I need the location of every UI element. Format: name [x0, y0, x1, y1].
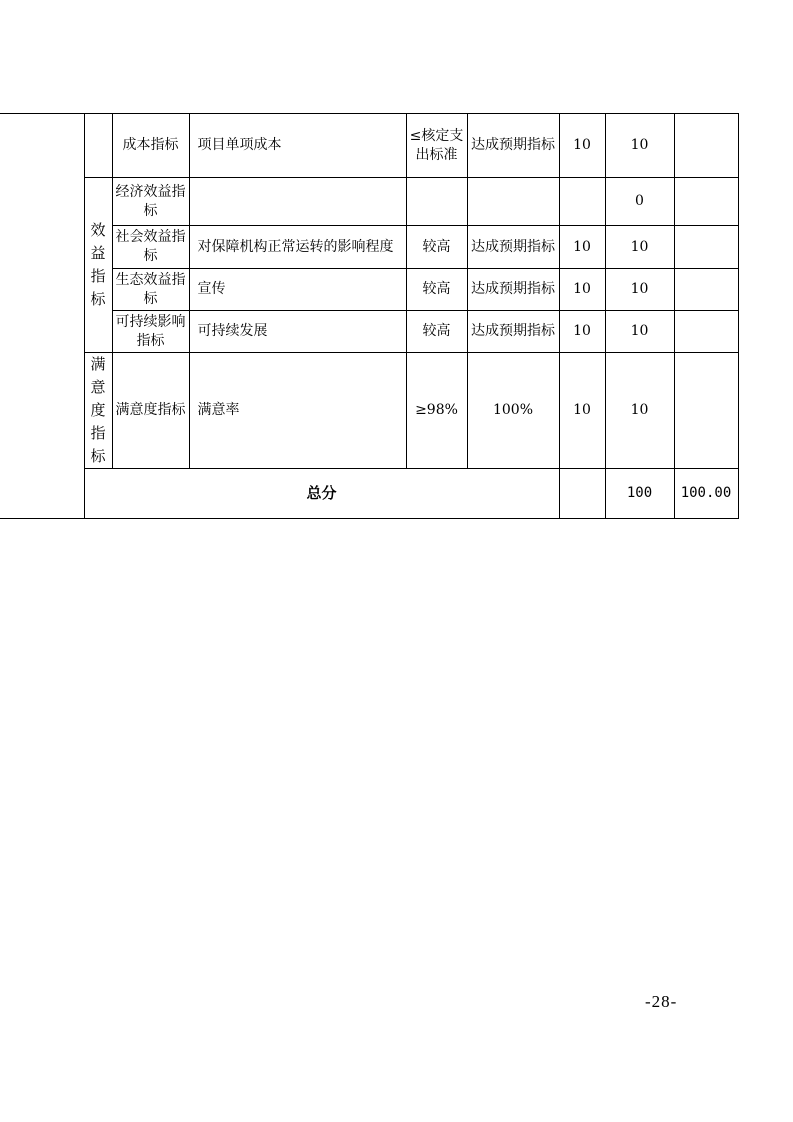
total-actual-cell	[559, 469, 605, 519]
indicator-content: 满意率	[189, 353, 406, 469]
weight-value: 10	[559, 226, 605, 269]
notes-cell	[674, 311, 738, 353]
indicator-content: 宣传	[189, 269, 406, 311]
notes-cell	[674, 114, 738, 178]
weight-value: 10	[559, 269, 605, 311]
total-row	[0, 469, 738, 519]
notes-cell	[674, 353, 738, 469]
table-row	[0, 178, 738, 226]
score-value: 10	[605, 311, 674, 353]
score-value: 10	[605, 353, 674, 469]
indicator-name: 生态效益指标	[112, 269, 189, 311]
actual-value: 达成预期指标	[467, 114, 559, 178]
indicator-name: 社会效益指标	[112, 226, 189, 269]
indicator-name: 可持续影响指标	[112, 311, 189, 353]
target-value: 较高	[406, 269, 467, 311]
table-row	[0, 114, 738, 178]
score-value: 10	[605, 226, 674, 269]
indicator-name: 成本指标	[112, 114, 189, 178]
indicator-name: 满意度指标	[112, 353, 189, 469]
weight-value	[559, 178, 605, 226]
performance-table	[0, 113, 739, 519]
total-weight: 100	[605, 469, 674, 519]
indicator-content	[189, 178, 406, 226]
actual-value: 达成预期指标	[467, 311, 559, 353]
actual-value: 达成预期指标	[467, 269, 559, 311]
notes-cell	[674, 226, 738, 269]
total-label: 总分	[84, 469, 559, 519]
indicator-content: 对保障机构正常运转的影响程度	[189, 226, 406, 269]
page-number: -28-	[645, 992, 678, 1011]
target-value: 较高	[406, 311, 467, 353]
target-value: ≥98%	[406, 353, 467, 469]
actual-value: 100%	[467, 353, 559, 469]
weight-value: 10	[559, 114, 605, 178]
notes-cell	[674, 269, 738, 311]
notes-cell	[674, 178, 738, 226]
target-value: ≤核定支出标准	[406, 114, 467, 178]
target-value	[406, 178, 467, 226]
target-value: 较高	[406, 226, 467, 269]
actual-value	[467, 178, 559, 226]
table-row	[0, 353, 738, 469]
satisfaction-group-label: 满意度指标	[84, 353, 112, 469]
total-score: 100.00	[674, 469, 738, 519]
indicator-content: 可持续发展	[189, 311, 406, 353]
score-value: 0	[605, 178, 674, 226]
indicator-content: 项目单项成本	[189, 114, 406, 178]
weight-value: 10	[559, 311, 605, 353]
indicator-name: 经济效益指标	[112, 178, 189, 226]
subcategory-cell	[84, 114, 112, 178]
benefit-group-label: 效益指标	[84, 178, 112, 353]
weight-value: 10	[559, 353, 605, 469]
score-value: 10	[605, 269, 674, 311]
score-value: 10	[605, 114, 674, 178]
category-cell	[0, 114, 84, 519]
actual-value: 达成预期指标	[467, 226, 559, 269]
